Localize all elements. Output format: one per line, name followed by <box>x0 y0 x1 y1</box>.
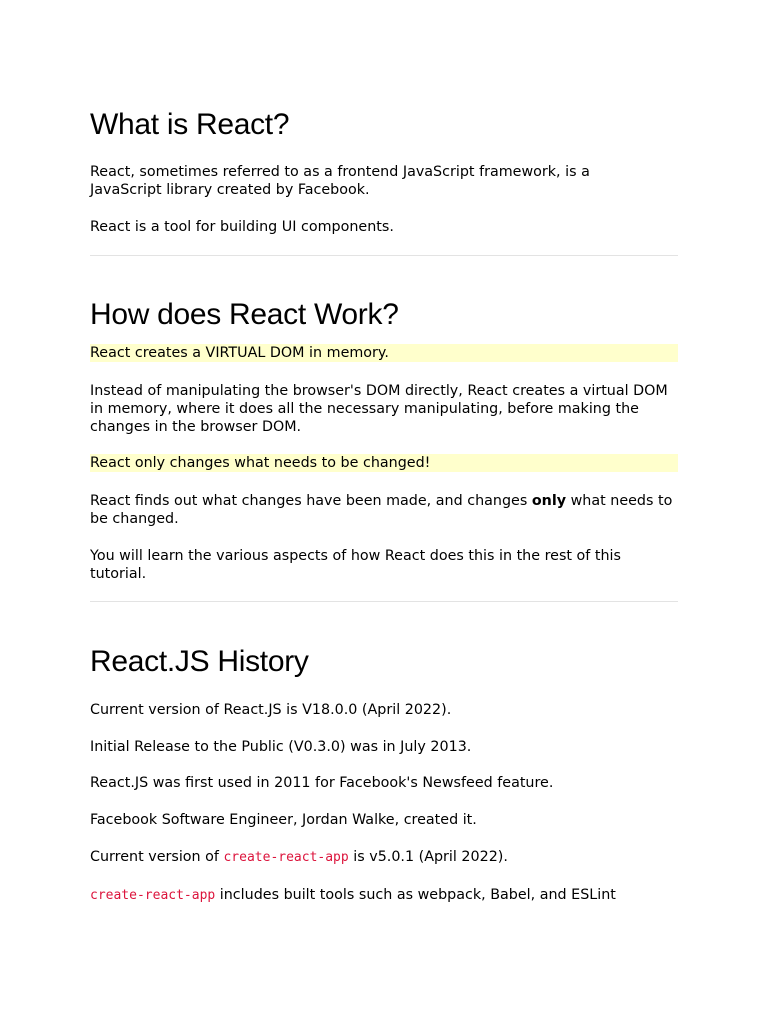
paragraph: React, sometimes referred to as a frontend JavaScript framework, is a JavaScript library created by Facebook. <box>90 164 590 198</box>
paragraph-text: includes built tools such as webpack, Babel, and ESLint <box>215 887 616 903</box>
section-heading-reactjs-history: React.JS History <box>90 645 309 678</box>
paragraph: Facebook Software Engineer, Jordan Walke, created it. <box>90 812 477 828</box>
paragraph: React.JS was first used in 2011 for Facebook's Newsfeed feature. <box>90 775 554 791</box>
section-heading-how-does-react-work: How does React Work? <box>90 298 399 331</box>
paragraph-text: Current version of <box>90 849 224 865</box>
inline-code: create-react-app <box>223 850 349 865</box>
section-heading-what-is-react: What is React? <box>90 108 290 141</box>
paragraph-text: what needs to be changed. <box>90 493 673 527</box>
highlight-note: React creates a VIRTUAL DOM in memory. <box>90 344 678 362</box>
divider <box>90 255 678 256</box>
paragraph: Current version of React.JS is V18.0.0 (April 2022). <box>90 702 452 718</box>
divider <box>90 601 678 602</box>
inline-code: create-react-app <box>90 888 216 903</box>
paragraph: Initial Release to the Public (V0.3.0) was in July 2013. <box>90 739 472 755</box>
paragraph-text: is v5.0.1 (April 2022). <box>348 849 508 865</box>
paragraph: You will learn the various aspects of how React does this in the rest of this tutorial. <box>90 548 621 582</box>
paragraph: React is a tool for building UI components. <box>90 219 394 235</box>
paragraph-text: React finds out what changes have been made, and changes <box>90 493 532 509</box>
paragraph: Instead of manipulating the browser's DOM directly, React creates a virtual DOM in memory, where it does all the necessary manipulating, before making the changes in the browser DOM. <box>90 383 668 435</box>
paragraph <box>90 492 678 528</box>
paragraph <box>90 848 508 867</box>
bold-text: only <box>531 493 567 509</box>
highlight-note: React only changes what needs to be changed! <box>90 454 678 472</box>
paragraph <box>90 886 616 905</box>
